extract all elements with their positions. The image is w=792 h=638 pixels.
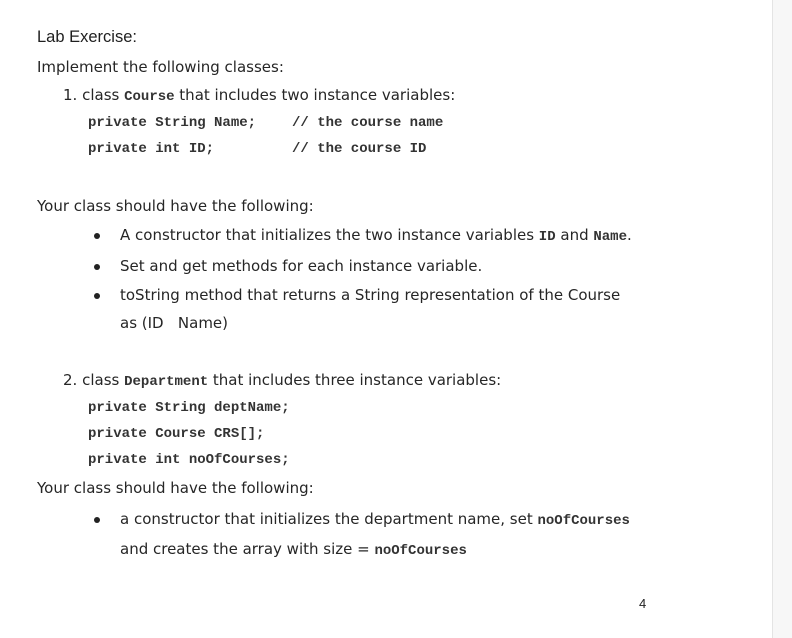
code-id: ID <box>538 229 556 245</box>
item-1-class-name: Course <box>124 89 175 105</box>
item-1-bullet-set-get: Set and get methods for each instance variable. <box>120 257 483 275</box>
code-line-crs: private Course CRS[]; <box>88 426 265 442</box>
item-2-pre: class <box>82 371 125 389</box>
code-noofcourses: noOfCourses <box>374 543 467 559</box>
bullet-text: and creates the array with size = <box>120 540 375 558</box>
bullet-dot <box>94 264 100 270</box>
bullet-text-and: and <box>555 226 594 244</box>
item-1-should-have: Your class should have the following: <box>37 197 314 215</box>
bullet-text: A constructor that initializes the two instance variables <box>120 226 539 244</box>
item-2-bullet-line1 <box>120 510 630 529</box>
code-line-id-comment: // the course ID <box>292 141 427 157</box>
lab-title: Lab Exercise: <box>37 28 137 46</box>
code-noofcourses: noOfCourses <box>537 513 630 529</box>
item-2-post: that includes three instance variables: <box>208 371 502 389</box>
item-1-heading <box>63 86 455 105</box>
intro-text: Implement the following classes: <box>37 58 284 76</box>
code-name: Name <box>593 229 627 245</box>
item-2-should-have: Your class should have the following: <box>37 479 314 497</box>
code-line-deptname: private String deptName; <box>88 400 290 416</box>
item-1-bullet-tostring-line2: as (ID Name) <box>120 314 229 332</box>
page-number: 4 <box>639 596 647 611</box>
item-2-number: 2. <box>63 371 78 389</box>
item-1-bullet-constructor <box>120 226 632 245</box>
bullet-dot <box>94 517 100 523</box>
right-gutter <box>772 0 792 638</box>
item-1-post: that includes two instance variables: <box>174 86 456 104</box>
code-line-id-decl: private int ID; <box>88 141 215 157</box>
item-2-bullet-line2 <box>120 540 467 559</box>
item-2-heading <box>63 371 501 390</box>
item-2-class-name: Department <box>124 374 209 390</box>
code-line-name-decl: private String Name; <box>88 115 257 131</box>
bullet-text: a constructor that initializes the department name, set <box>120 510 538 528</box>
code-line-name-comment: // the course name <box>292 115 444 131</box>
item-1-number: 1. <box>63 86 78 104</box>
item-1-bullet-tostring-line1: toString method that returns a String representation of the Course <box>120 286 621 304</box>
item-1-pre: class <box>82 86 125 104</box>
code-line-noofcourses: private int noOfCourses; <box>88 452 290 468</box>
bullet-dot <box>94 293 100 299</box>
bullet-dot <box>94 233 100 239</box>
bullet-text-end: . <box>626 226 632 244</box>
